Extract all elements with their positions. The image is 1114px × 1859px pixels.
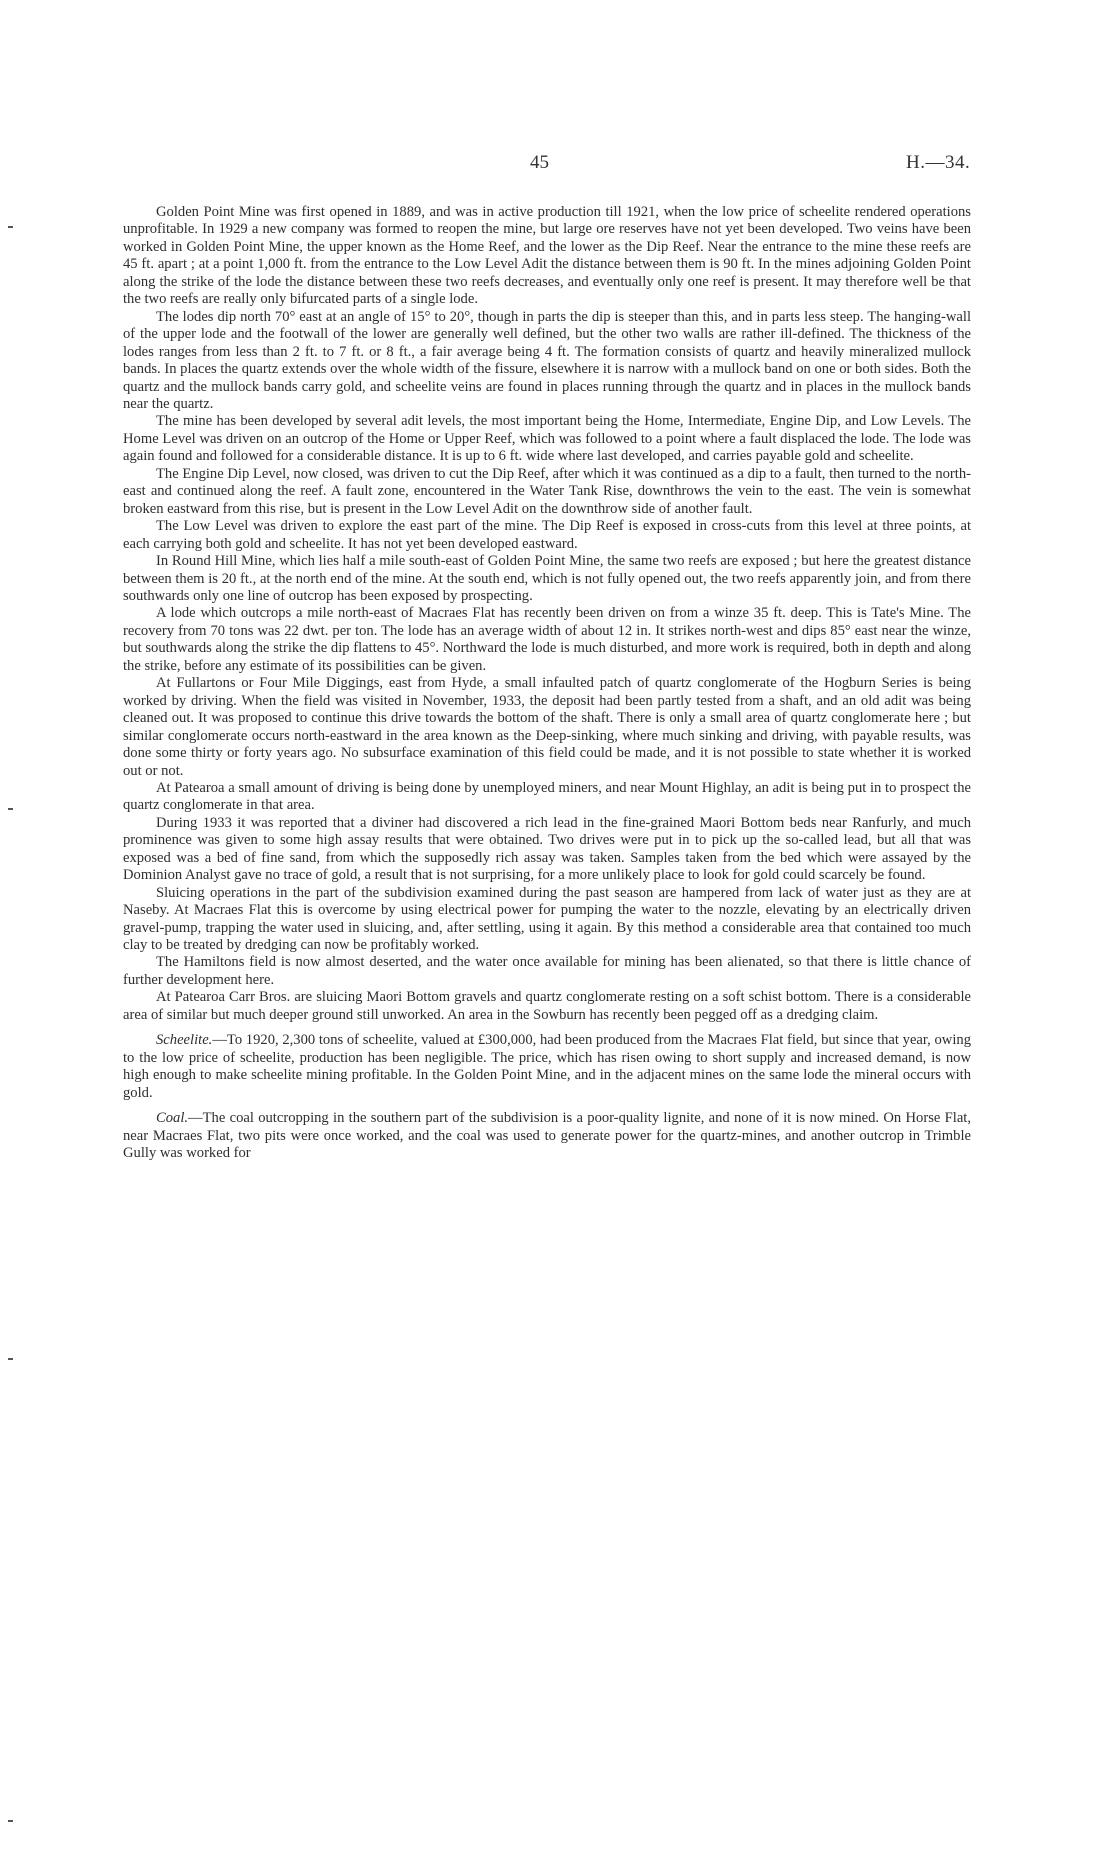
paragraph-text: Golden Point Mine was first opened in 1889, and was in active production till 1921, when the low price of scheelite rendered operations unprofitable. In 1929 a new company was formed to reopen the mine, but large ore reserves have not yet been developed. Two veins have been worked in Golden Point Mine, the upper known as the Home Reef, and the lower as the Dip Reef. Near the entrance to the mine these reefs are 45 ft. apart ; at a point 1,000 ft. from the entrance to the Low Level Adit the distance between them is 90 ft. In the mines adjoining Golden Point along the strike of the lode the distance between these two reefs decreases, and eventually only one reef is present. It may therefore well be that the two reefs are really only bifurcated parts of a single lode.	[123, 204, 971, 308]
paragraph	[123, 815, 971, 885]
paragraph-text: At Patearoa a small amount of driving is being done by unemployed miners, and near Mount Highlay, an adit is being put in to prospect the quartz conglomerate in that area.	[123, 779, 971, 814]
paragraph-text: The mine has been developed by several adit levels, the most important being the Home, Intermediate, Engine Dip, and Low Levels. The Home Level was driven on an outcrop of the Home or Upper Reef, which was followed to a point where a fault displaced the lode. The lode was again found and followed for a considerable distance. It is up to 6 ft. wide where last developed, and carries payable gold and scheelite.	[123, 413, 971, 465]
document-reference: H.—34.	[906, 152, 971, 173]
paragraph-heading: Coal.	[156, 1110, 189, 1127]
page-number: 45	[530, 152, 549, 173]
paragraph	[123, 675, 971, 780]
paragraph	[123, 466, 971, 518]
body-text	[123, 204, 971, 1162]
paragraph	[123, 309, 971, 414]
paragraph	[123, 989, 971, 1024]
paragraph	[123, 553, 971, 605]
paragraph-text: In Round Hill Mine, which lies half a mile south-east of Golden Point Mine, the same two reefs are exposed ; but here the greatest distance between them is 20 ft., at the north end of the mine. At the south end, which is not fully opened out, the two reefs apparently join, and from there southwards only one line of outcrop has been exposed by prospecting.	[123, 553, 971, 604]
paragraph	[123, 780, 971, 815]
paragraph	[123, 204, 971, 309]
left-margin-mark	[8, 1358, 13, 1360]
page-header	[0, 152, 1114, 182]
paragraph-text: During 1933 it was reported that a diviner had discovered a rich lead in the fine-grained Maori Bottom beds near Ranfurly, and much prominence was given to some high assay results that were obtained. Two drives were put in to pick up the so-called lead, but all that was exposed was a bed of fine sand, from which the supposedly rich assay was taken. Samples taken from the bed which were assayed by the Dominion Analyst gave no trace of gold, a result that is not surprising, for a more unlikely place to look for gold could scarcely be found.	[123, 814, 971, 884]
paragraph-text: At Patearoa Carr Bros. are sluicing Maori Bottom gravels and quartz conglomerate resting on a soft schist bottom. There is a considerable area of similar but much deeper ground still unworked. An area in the Sowburn has recently been pegged off as a dredging claim.	[123, 989, 971, 1023]
paragraph	[123, 413, 971, 465]
paragraph-text: The Engine Dip Level, now closed, was driven to cut the Dip Reef, after which it was continued as a dip to a fault, then turned to the north-east and continued along the reef. A fault zone, encountered in the Water Tank Rise, downthrows the vein to the east. The vein is somewhat broken eastward from this rise, but is present in the Low Level Adit on the downthrow side of another fault.	[123, 465, 971, 517]
paragraph	[123, 885, 971, 955]
paragraph-text: Sluicing operations in the part of the subdivision examined during the past season are hampered from lack of water just as they are at Naseby. At Macraes Flat this is overcome by using electrical power for pumping the water to the nozzle, elevating by an electrically driven gravel-pump, trapping the water used in sluicing, and, after settling, using it again. By this method a considerable area that contained too much clay to be treated by dredging can now be profitably worked.	[123, 884, 971, 954]
paragraph-text: The Low Level was driven to explore the east part of the mine. The Dip Reef is exposed in cross-cuts from this level at three points, at each carrying both gold and scheelite. It has not yet been developed eastward.	[123, 518, 971, 552]
paragraph	[123, 1032, 971, 1102]
paragraph-heading: Scheelite.	[156, 1032, 213, 1049]
paragraph	[123, 1110, 971, 1162]
left-margin-mark	[8, 808, 13, 810]
paragraph-text: A lode which outcrops a mile north-east of Macraes Flat has recently been driven on from a winze 35 ft. deep. This is Tate's Mine. The recovery from 70 tons was 22 dwt. per ton. The lode has an average width of about 12 in. It strikes north-west and dips 85° east near the winze, but southwards along the strike the dip flattens to 45°. Northward the lode is much disturbed, and more work is required, both in depth and along the strike, before any estimate of its possibilities can be given.	[123, 605, 971, 674]
paragraph-text: —To 1920, 2,300 tons of scheelite, valued at £300,000, had been produced from the Macraes Flat field, but since that year, owing to the low price of scheelite, production has been negligible. The price, which has risen owing to short supply and increased demand, is now high enough to make scheelite mining profitable. In the Golden Point Mine, and in the adjacent mines on the same lode the mineral occurs with gold.	[123, 1032, 971, 1101]
paragraph	[123, 518, 971, 553]
paragraph-text: The lodes dip north 70° east at an angle of 15° to 20°, though in parts the dip is steeper than this, and in parts less steep. The hanging-wall of the upper lode and the footwall of the lower are generally well defined, but the other two walls are rather ill-defined. The thickness of the lodes ranges from less than 2 ft. to 7 ft. or 8 ft., a fair average being 4 ft. The formation consists of quartz and heavily mineralized mullock bands. In places the quartz extends over the whole width of the fissure, elsewhere it is narrow with a mullock band on one or both sides. Both the quartz and the mullock bands carry gold, and scheelite veins are found in places running through the quartz and in places in the mullock bands near the quartz.	[123, 308, 971, 412]
paragraph-text: At Fullartons or Four Mile Diggings, east from Hyde, a small infaulted patch of quartz conglomerate of the Hogburn Series is being worked by driving. When the field was visited in November, 1933, the deposit had been partly tested from a shaft, and an old adit was being cleaned out. It was proposed to continue this drive towards the bottom of the shaft. There is only a small area of quartz conglomerate here ; but similar conglomerate occurs north-eastward in the area known as the Deep-sinking, where much sinking and driving, with payable results, was done some thirty or forty years ago. No subsurface examination of this field could be made, and it is not possible to state whether it is worked out or not.	[123, 675, 971, 779]
paragraph	[123, 954, 971, 989]
paragraph-text: The Hamiltons field is now almost deserted, and the water once available for mining has been alienated, so that there is little chance of further development here.	[123, 954, 971, 988]
left-margin-mark	[8, 226, 13, 228]
paragraph	[123, 605, 971, 675]
left-margin-mark	[8, 1820, 13, 1822]
paragraph-text: —The coal outcropping in the southern part of the subdivision is a poor-quality lignite, and none of it is now mined. On Horse Flat, near Macraes Flat, two pits were once worked, and the coal was used to generate power for the quartz-mines, and another outcrop in Trimble Gully was worked for	[123, 1110, 971, 1162]
